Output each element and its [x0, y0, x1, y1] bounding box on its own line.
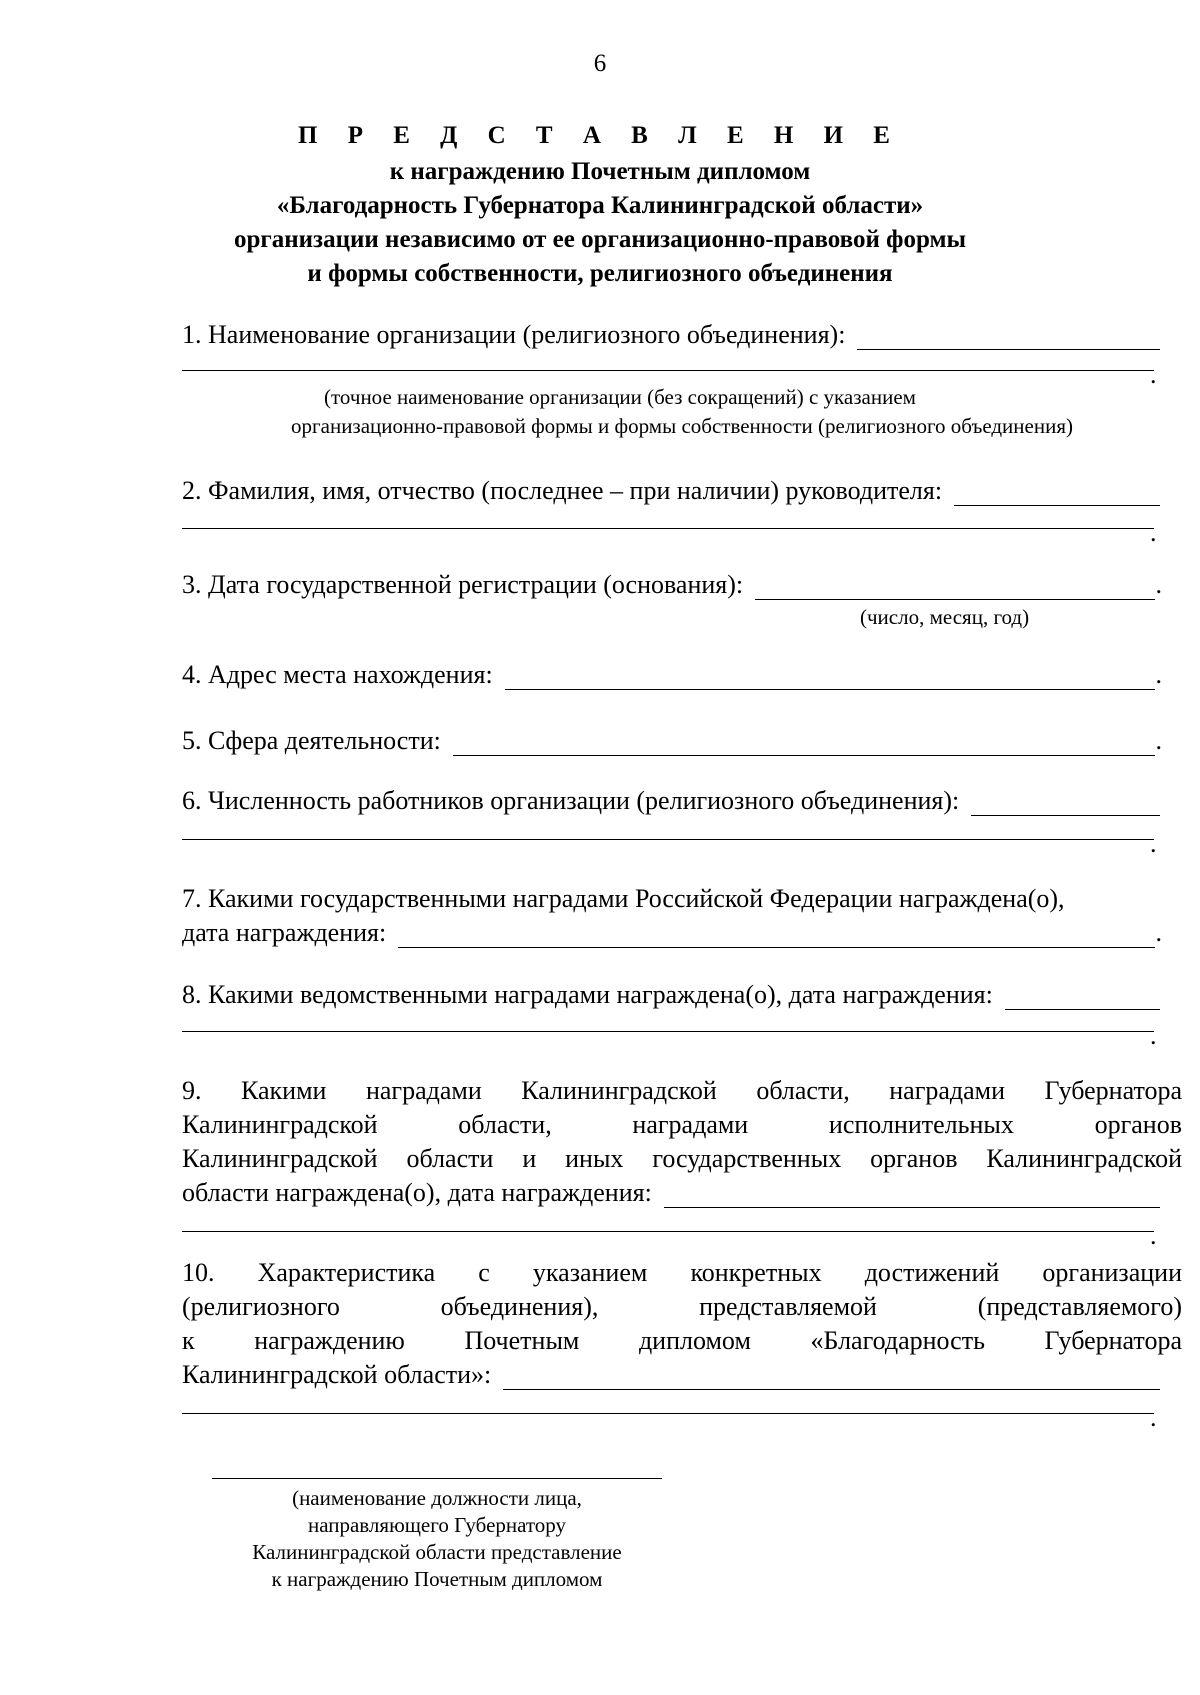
item-1-caption-2: организационно-правовой формы и формы собственности (религиозного объединения): [291, 414, 1073, 438]
item-9-line-1: 9. Какими наградами Калининградской области, наградами Губернатора: [182, 1076, 1182, 1105]
item-7-label-1: 7. Какими государственными наградами Российской Федерации награждена(о),: [182, 884, 1065, 913]
page-number: 6: [593, 50, 607, 77]
item-8: [182, 980, 1182, 1010]
heading-line-2: «Благодарность Губернатора Калининградской области»: [276, 192, 924, 219]
item-10-line-2: (религиозного объединения), представляемой (представляемого): [182, 1292, 1182, 1321]
item-3-caption: (число, месяц, год): [860, 605, 1030, 629]
item-5-period: .: [1155, 726, 1162, 755]
item-1-label: 1. Наименование организации (религиозного объединения):: [182, 320, 846, 349]
item-6-field-line-2[interactable]: [182, 839, 1154, 840]
item-9-line-3: Калининградской области и иных государственных органов Калининградской: [182, 1144, 1182, 1173]
item-10-label-4: Калининградской области»:: [182, 1360, 492, 1389]
item-2-period: .: [1150, 518, 1157, 547]
item-10-line-1: 10. Характеристика с указанием конкретных достижений организации: [182, 1258, 1182, 1287]
item-10-line-4: [182, 1360, 1182, 1390]
item-3-period: .: [1155, 570, 1162, 599]
item-4-field[interactable]: [505, 667, 1155, 690]
item-9-field[interactable]: [664, 1185, 1160, 1208]
item-1-period: .: [1150, 360, 1157, 389]
item-6-label: 6. Численность работников организации (религиозного объединения):: [182, 786, 960, 815]
item-2-label: 2. Фамилия, имя, отчество (последнее – при наличии) руководителя:: [182, 476, 943, 505]
item-3-field[interactable]: [755, 577, 1154, 600]
item-2-field[interactable]: [954, 483, 1160, 506]
item-6-period: .: [1150, 829, 1157, 858]
signature-caption-2: направляющего Губернатору: [307, 1513, 567, 1537]
heading-line-1: к награждению Почетным дипломом: [389, 158, 811, 185]
item-2-field-line-2[interactable]: [182, 528, 1154, 529]
item-1-field[interactable]: [857, 327, 1160, 350]
item-8-field[interactable]: [1005, 987, 1160, 1010]
item-9-field-line-2[interactable]: [182, 1231, 1154, 1232]
item-7-period: .: [1155, 918, 1162, 947]
item-4: [182, 660, 1162, 690]
item-6: [182, 786, 1182, 816]
item-9-line-4: [182, 1178, 1182, 1208]
item-7-line-2: [182, 918, 1162, 948]
item-10-period: .: [1150, 1403, 1157, 1432]
item-5-label: 5. Сфера деятельности:: [182, 726, 441, 755]
item-4-label: 4. Адрес места нахождения:: [182, 660, 493, 689]
heading-line-3: организации независимо от ее организационно-правовой формы: [233, 226, 967, 253]
item-1: [182, 320, 1182, 350]
item-7-field[interactable]: [398, 925, 1154, 948]
item-9-line-2: Калининградской области, наградами исполнительных органов: [182, 1110, 1182, 1139]
item-10-line-3: к награждению Почетным дипломом «Благодарность Губернатора: [182, 1326, 1182, 1355]
item-1-caption-1: (точное наименование организации (без сокращений) с указанием: [324, 385, 916, 409]
signature-caption-1: (наименование должности лица,: [292, 1486, 582, 1510]
item-10-field[interactable]: [503, 1367, 1160, 1390]
item-6-field[interactable]: [971, 793, 1160, 816]
item-10-field-line-2[interactable]: [182, 1413, 1154, 1414]
item-8-field-line-2[interactable]: [182, 1031, 1154, 1032]
item-7-line-1: [182, 884, 1182, 914]
signature-line[interactable]: [212, 1478, 662, 1479]
item-3: [182, 570, 1162, 600]
item-3-label: 3. Дата государственной регистрации (основания):: [182, 570, 744, 599]
item-8-label: 8. Какими ведомственными наградами награждена(о), дата награждения:: [182, 980, 993, 1009]
heading-line-4: и формы собственности, религиозного объединения: [307, 260, 893, 287]
item-9-label-4: области награждена(о), дата награждения:: [182, 1178, 652, 1207]
signature-caption-3: Калининградской области представление: [252, 1540, 622, 1564]
item-4-period: .: [1155, 660, 1162, 689]
item-2: [182, 476, 1182, 506]
item-8-period: .: [1150, 1021, 1157, 1050]
form-title: П Р Е Д С Т А В Л Е Н И Е: [298, 122, 902, 149]
item-1-field-line-2[interactable]: [182, 370, 1154, 371]
item-7-label-2: дата награждения:: [182, 918, 387, 947]
item-9-period: .: [1150, 1221, 1157, 1250]
signature-caption-4: к награждению Почетным дипломом: [271, 1567, 603, 1591]
item-5: [182, 726, 1162, 756]
item-5-field[interactable]: [453, 733, 1155, 756]
